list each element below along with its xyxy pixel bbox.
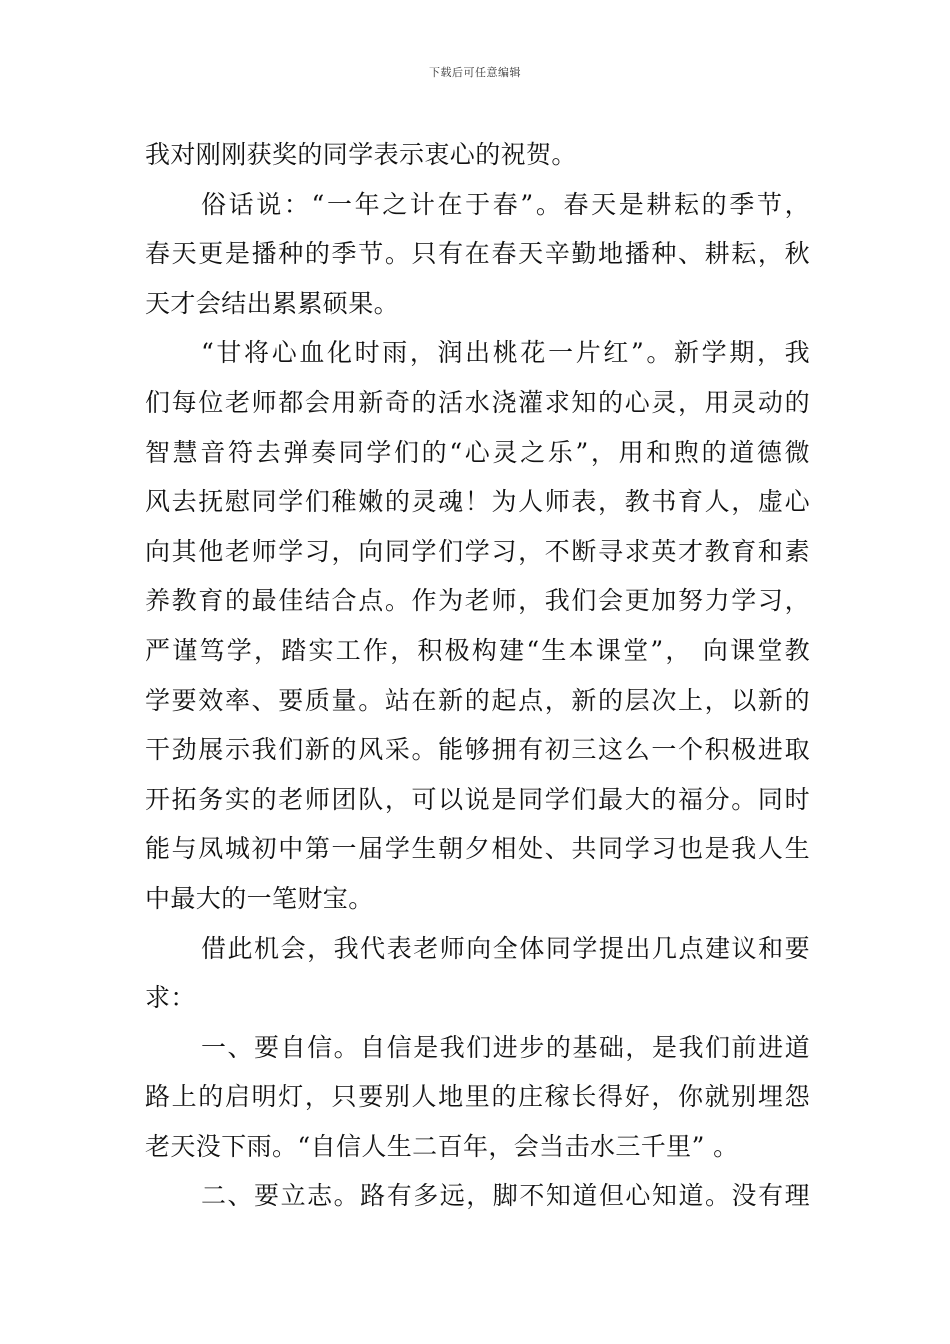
text-line: 能与凤城初中第一届学生朝夕相处、共同学习也是我人生 [145,834,810,864]
text-line: 学要效率、要质量。站在新的起点，新的层次上，以新的 [145,685,810,715]
text-line: 借此机会，我代表老师向全体同学提出几点建议和要 [201,933,810,963]
text-line: 智慧音符去弹奏同学们的“心灵之乐”，用和煦的道德微 [145,437,810,467]
text-line: 求： [145,983,196,1013]
text-line: 开拓务实的老师团队，可以说是同学们最大的福分。同时 [145,784,810,814]
text-line: 风去抚慰同学们稚嫩的灵魂！为人师表，教书育人，虚心 [145,487,810,517]
text-line: 一、要自信。自信是我们进步的基础，是我们前进道 [201,1032,810,1062]
page-header-note: 下载后可任意编辑 [429,66,521,79]
document-body [145,130,810,1221]
text-line: 严谨笃学，踏实工作，积极构建“生本课堂”， 向课堂教 [145,635,810,665]
text-line: 们每位老师都会用新奇的活水浇灌求知的心灵，用灵动的 [145,387,810,417]
text-line: 路上的启明灯，只要别人地里的庄稼长得好，你就别埋怨 [145,1082,810,1112]
text-line: 养教育的最佳结合点。作为老师，我们会更加努力学习， [145,586,810,616]
text-line: 向其他老师学习，向同学们学习，不断寻求英才教育和素 [145,536,810,566]
text-line: 二、要立志。路有多远，脚不知道但心知道。没有理 [201,1181,810,1211]
text-line: 老天没下雨。“自信人生二百年，会当击水三千里” 。 [145,1131,739,1161]
text-line: 俗话说：“一年之计在于春”。春天是耕耘的季节， [201,189,810,219]
text-line: 干劲展示我们新的风采。能够拥有初三这么一个积极进取 [145,735,810,765]
text-line: 中最大的一笔财宝。 [145,883,374,913]
text-line: “甘将心血化时雨，润出桃花一片红”。新学期，我 [201,338,810,368]
text-line: 春天更是播种的季节。只有在春天辛勤地播种、耕耘，秋 [145,239,810,269]
text-line: 我对刚刚获奖的同学表示衷心的祝贺。 [145,140,577,169]
text-line: 天才会结出累累硕果。 [145,288,400,318]
